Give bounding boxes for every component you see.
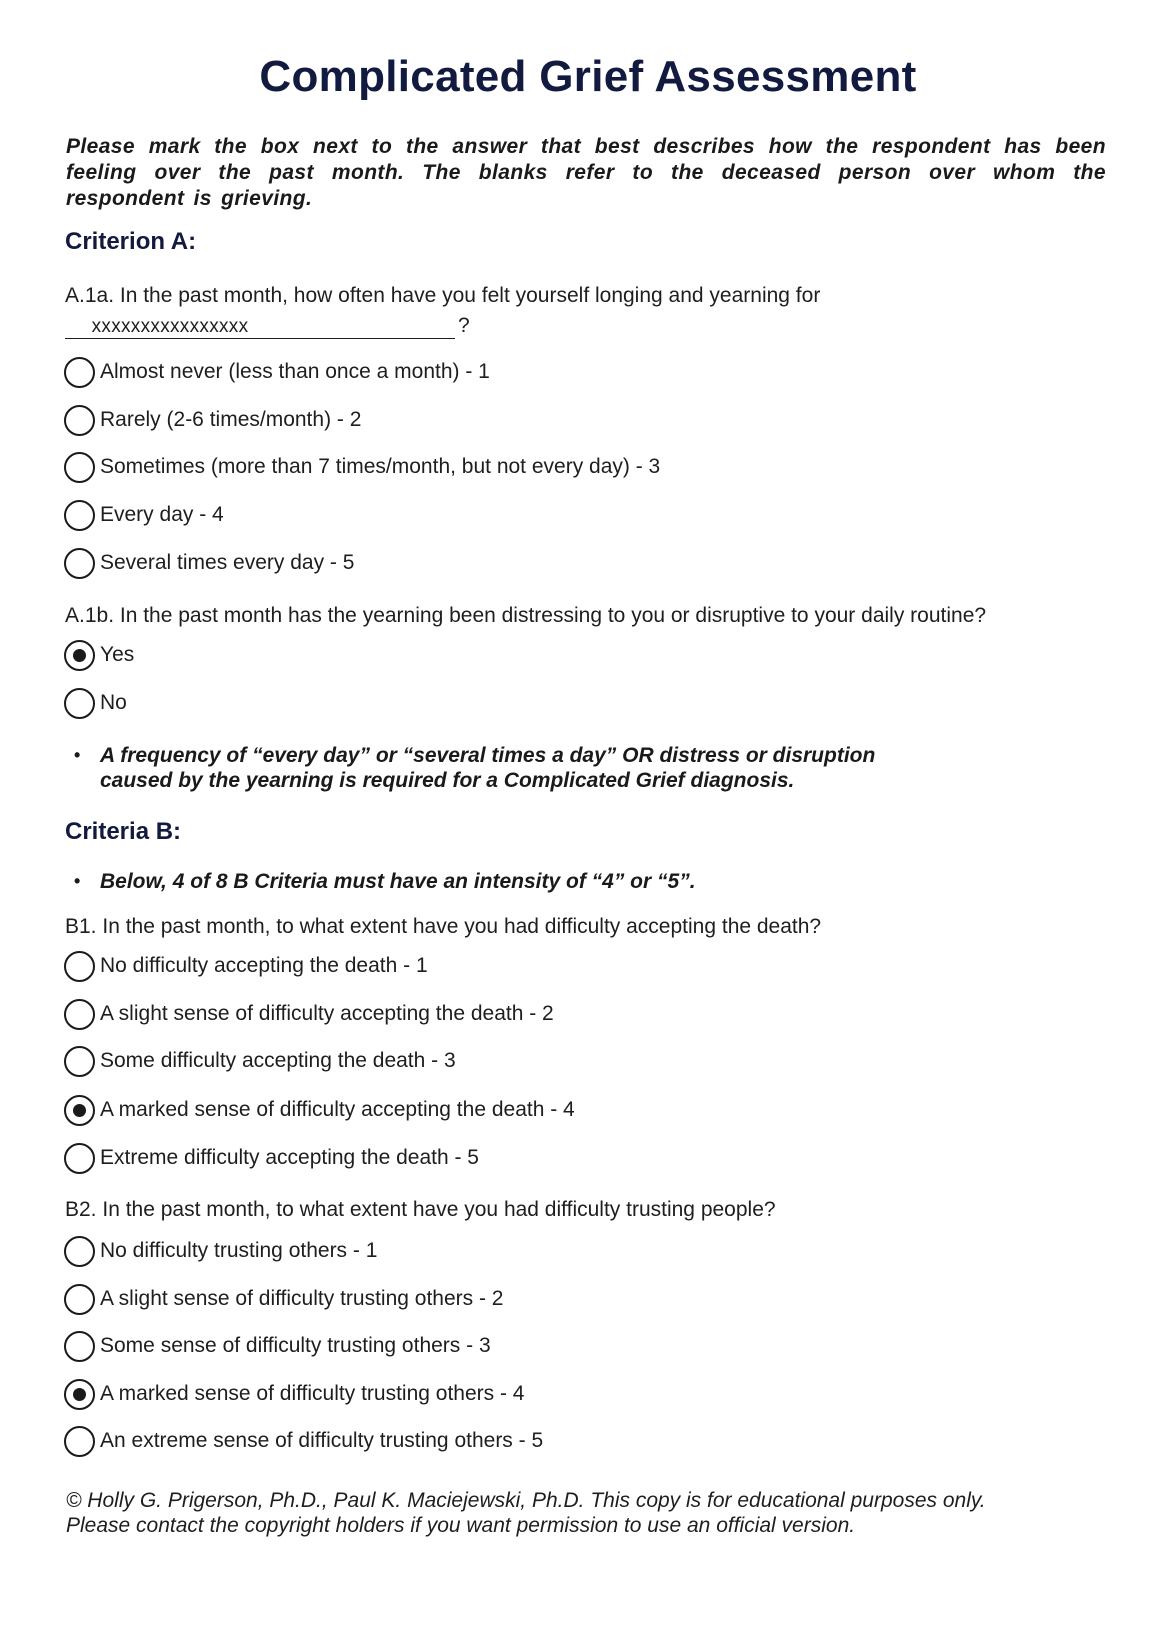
question-b1: B1. In the past month, to what extent have you had difficulty accepting the death? — [65, 915, 822, 938]
option-label: Several times every day - 5 — [100, 551, 355, 574]
b2-option-2[interactable] — [64, 1281, 503, 1317]
note-line-1: A frequency of “every day” or “several times a day” OR distress or disruption — [100, 744, 876, 767]
option-label: A marked sense of difficulty trusting others - 4 — [100, 1382, 525, 1405]
selected-dot-icon — [73, 649, 86, 662]
a1a-option-5[interactable] — [64, 545, 354, 581]
radio-button[interactable] — [64, 1236, 95, 1267]
copyright-line: © Holly G. Prigerson, Ph.D., Paul K. Maciejewski, Ph.D. This copy is for educational purposes only. — [66, 1489, 986, 1512]
b1-option-2[interactable] — [64, 996, 554, 1032]
radio-button[interactable] — [64, 405, 95, 436]
radio-button[interactable] — [64, 452, 95, 483]
question-b2: B2. In the past month, to what extent have you had difficulty trusting people? — [65, 1198, 776, 1221]
b1-option-5[interactable] — [64, 1140, 479, 1176]
option-label: A slight sense of difficulty trusting others - 2 — [100, 1287, 504, 1310]
radio-button[interactable] — [64, 1095, 95, 1126]
deceased-name-field[interactable] — [65, 316, 455, 339]
deceased-name-blank — [65, 314, 470, 339]
question-a1b: A.1b. In the past month has the yearning been distressing to you or disruptive to your daily routine? — [65, 604, 987, 627]
b1-option-4[interactable] — [64, 1092, 575, 1128]
radio-button[interactable] — [64, 1331, 95, 1362]
a1a-option-3[interactable] — [64, 449, 660, 485]
blank-question-mark: ? — [458, 314, 470, 337]
radio-button[interactable] — [64, 951, 95, 982]
option-label: Every day - 4 — [100, 503, 224, 526]
criteria-b-heading: Criteria B: — [65, 818, 182, 845]
instructions: Please mark the box next to the answer that best describes how the respondent has been feeling over the past month. The blanks refer to the deceased person over whom the respondent is grieving. — [66, 135, 1106, 210]
selected-dot-icon — [73, 1104, 86, 1117]
copyright-footer — [66, 1488, 1106, 1538]
radio-button[interactable] — [64, 357, 95, 388]
question-a1a: A.1a. In the past month, how often have you felt yourself longing and yearning for — [65, 284, 821, 307]
b1-option-3[interactable] — [64, 1043, 456, 1079]
page-title: Complicated Grief Assessment — [259, 52, 917, 101]
b2-option-1[interactable] — [64, 1233, 377, 1269]
option-label: Some difficulty accepting the death - 3 — [100, 1049, 456, 1072]
b2-option-4[interactable] — [64, 1376, 524, 1412]
note-line-2: caused by the yearning is required for a Complicated Grief diagnosis. — [100, 769, 795, 792]
b2-option-3[interactable] — [64, 1328, 491, 1364]
radio-button[interactable] — [64, 548, 95, 579]
option-label: Yes — [100, 643, 135, 666]
option-label: Almost never (less than once a month) - 1 — [100, 360, 490, 383]
note-text: Below, 4 of 8 B Criteria must have an intensity of “4” or “5”. — [100, 870, 696, 893]
a1b-option-yes[interactable] — [64, 637, 134, 673]
option-label: No difficulty accepting the death - 1 — [100, 954, 428, 977]
radio-button[interactable] — [64, 500, 95, 531]
deceased-name-value: xxxxxxxxxxxxxxxx — [91, 316, 249, 337]
option-label: No — [100, 691, 127, 714]
option-label: Rarely (2-6 times/month) - 2 — [100, 408, 362, 431]
bullet-icon: • — [74, 745, 81, 765]
option-label: An extreme sense of difficulty trusting others - 5 — [100, 1429, 544, 1452]
b1-option-1[interactable] — [64, 948, 428, 984]
radio-button[interactable] — [64, 1379, 95, 1410]
criterion-a-note — [74, 743, 875, 793]
a1a-option-1[interactable] — [64, 354, 490, 390]
option-label: Some sense of difficulty trusting others - 3 — [100, 1334, 491, 1357]
radio-button[interactable] — [64, 688, 95, 719]
option-label: Sometimes (more than 7 times/month, but not every day) - 3 — [100, 455, 661, 478]
a1a-option-4[interactable] — [64, 497, 224, 533]
option-label: No difficulty trusting others - 1 — [100, 1239, 378, 1262]
radio-button[interactable] — [64, 1143, 95, 1174]
radio-button[interactable] — [64, 1426, 95, 1457]
selected-dot-icon — [73, 1388, 86, 1401]
bullet-icon: • — [74, 871, 81, 891]
criterion-a-heading: Criterion A: — [65, 228, 197, 255]
option-label: Extreme difficulty accepting the death - 5 — [100, 1146, 479, 1169]
option-label: A marked sense of difficulty accepting the death - 4 — [100, 1098, 575, 1121]
radio-button[interactable] — [64, 999, 95, 1030]
a1a-option-2[interactable] — [64, 402, 361, 438]
criteria-b-note — [74, 869, 696, 894]
radio-button[interactable] — [64, 1046, 95, 1077]
radio-button[interactable] — [64, 640, 95, 671]
a1b-option-no[interactable] — [64, 685, 127, 721]
radio-button[interactable] — [64, 1284, 95, 1315]
option-label: A slight sense of difficulty accepting the death - 2 — [100, 1002, 554, 1025]
permission-line: Please contact the copyright holders if you want permission to use an official version. — [66, 1514, 856, 1537]
b2-option-5[interactable] — [64, 1423, 543, 1459]
